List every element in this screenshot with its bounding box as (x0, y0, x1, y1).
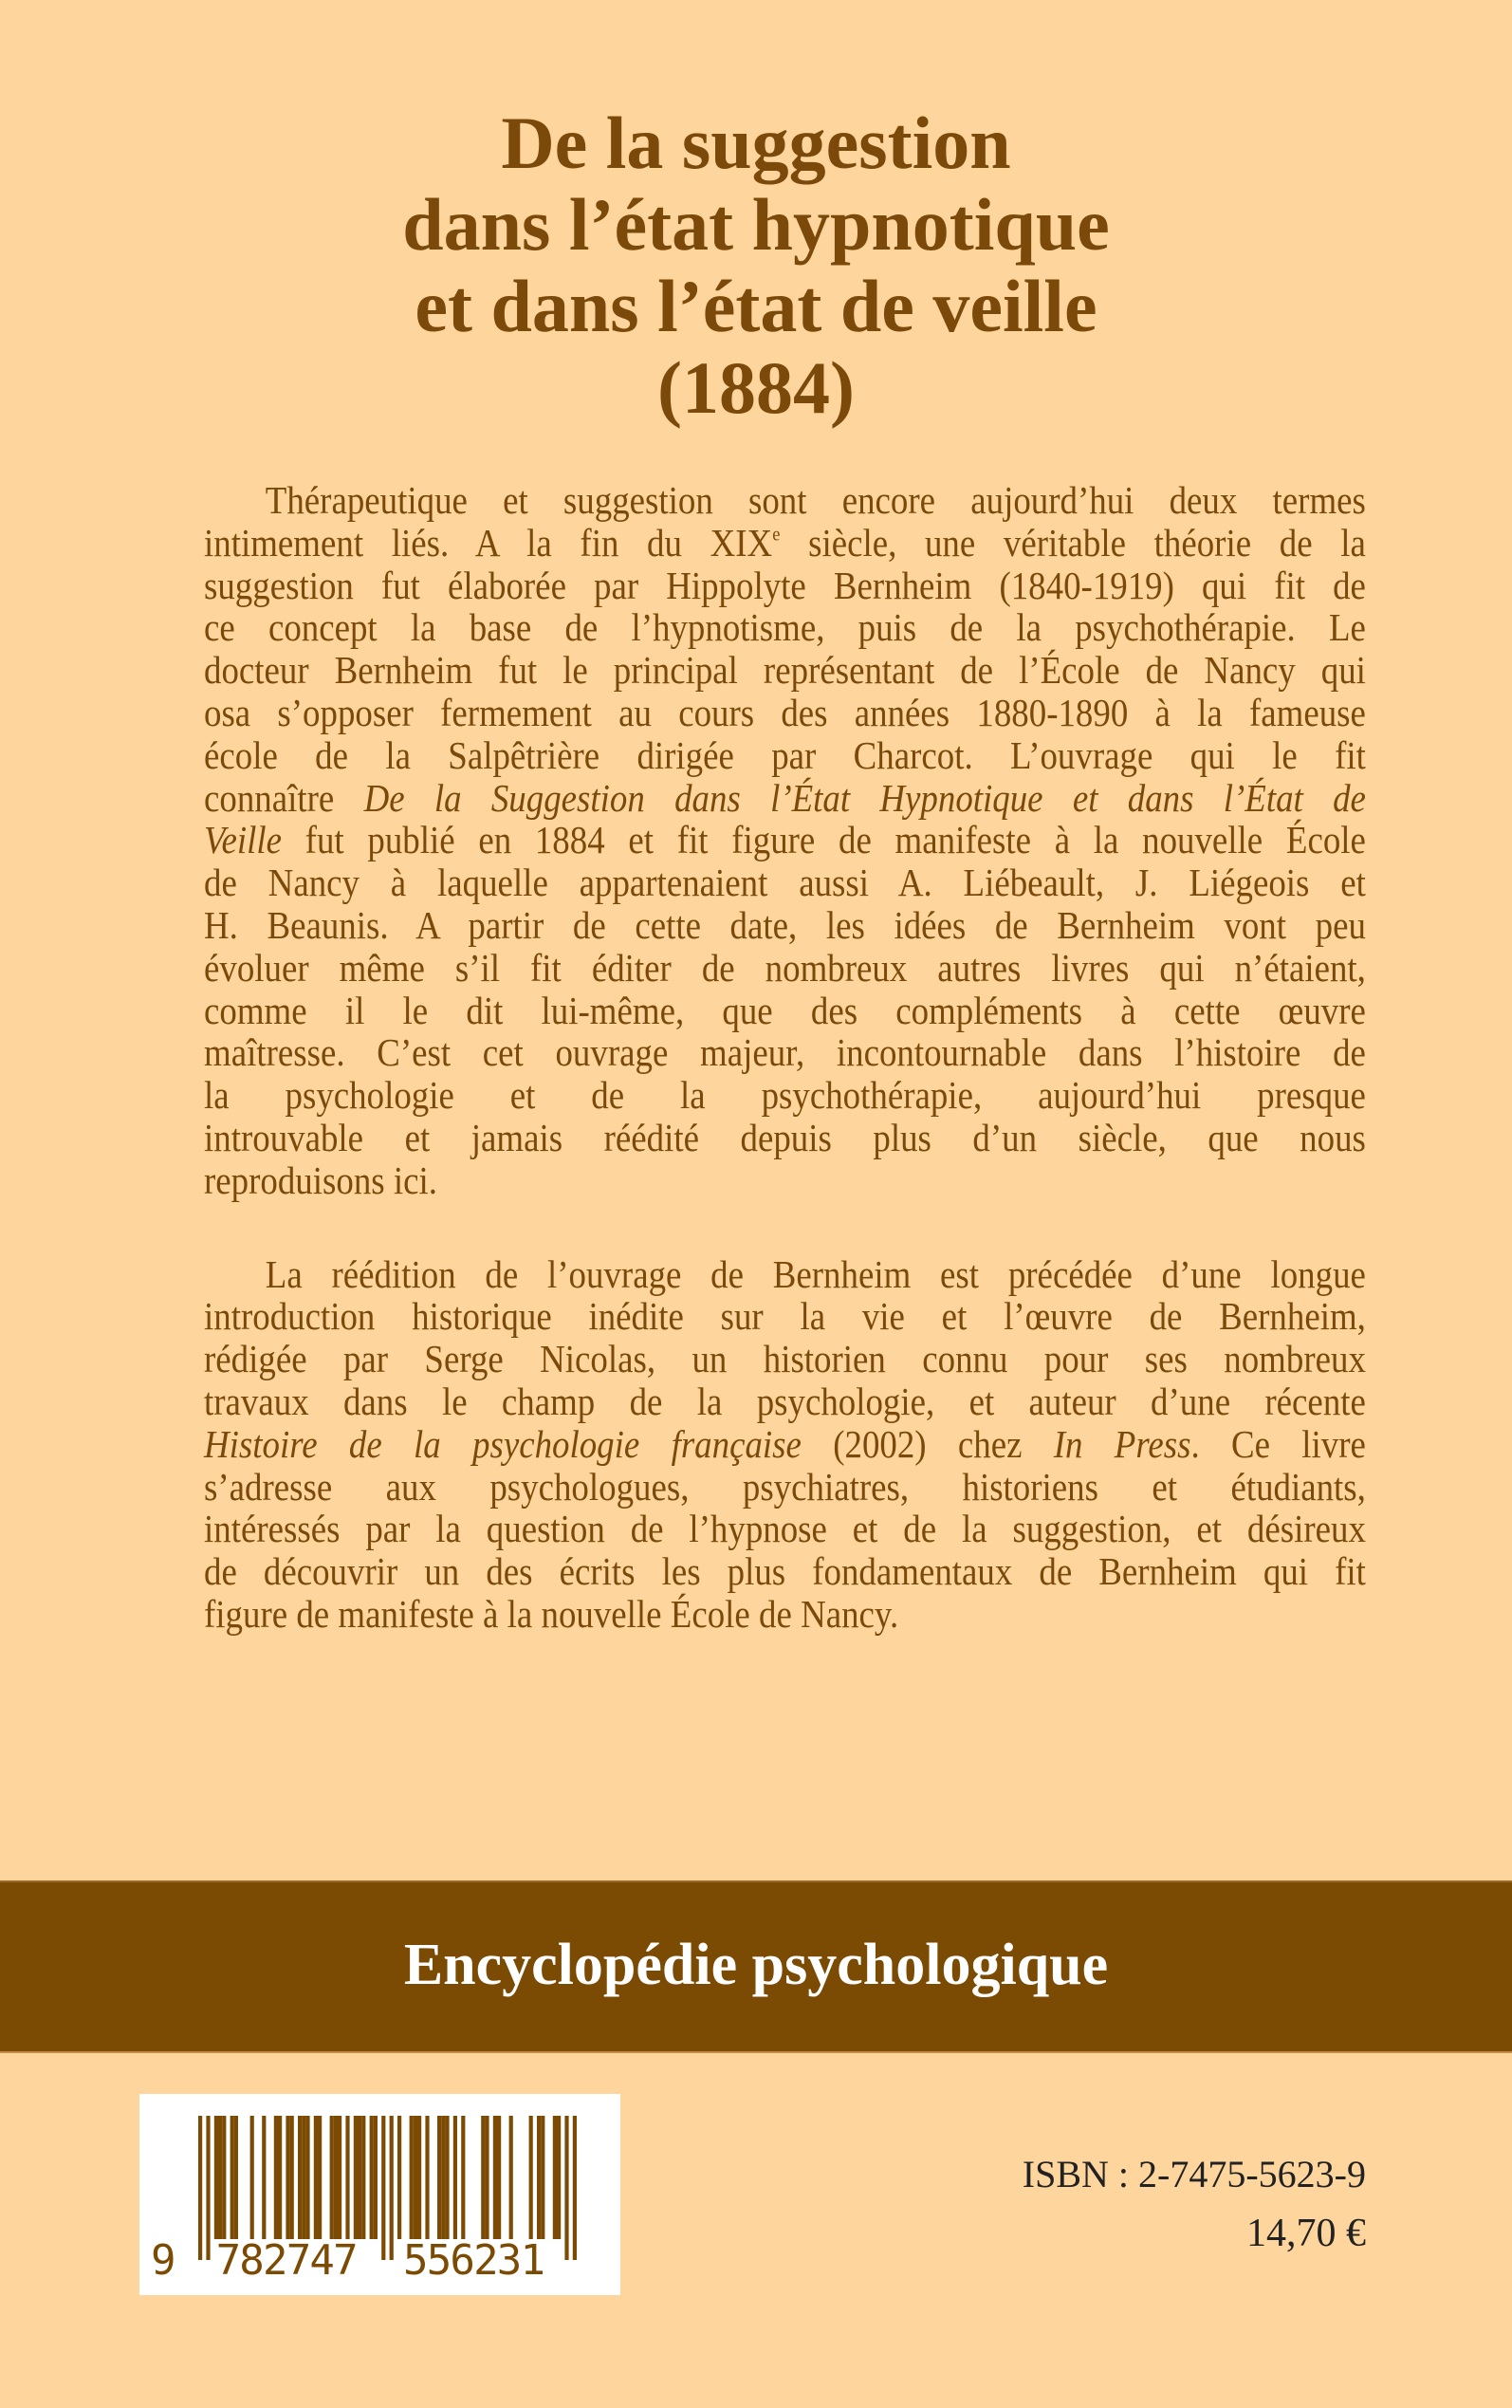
text-segment: de Nancy à laquelle appartenaient aussi A. Liébeault, J. Liégeois et (204, 861, 1366, 905)
barcode-bar (381, 2116, 385, 2260)
barcode-digits: 556231 (403, 2236, 545, 2285)
text-line (204, 1423, 1366, 1466)
paragraph (204, 479, 1366, 1202)
barcode-bar (390, 2116, 394, 2260)
barcode-bar (425, 2116, 429, 2239)
barcode-bar (529, 2116, 533, 2239)
price-label: 14,70 € (1246, 2212, 1366, 2255)
barcode-bar (330, 2116, 334, 2239)
text-line (204, 1295, 1366, 1338)
text-segment: de découvrir un des écrits les plus fondamentaux de Bernheim qui fit (204, 1549, 1366, 1594)
text-line (204, 1550, 1366, 1593)
text-line (204, 1593, 1366, 1636)
text-segment: (2002) chez (801, 1421, 1054, 1466)
text-line (204, 522, 1366, 565)
text-segment: comme il le dit lui-même, que des compléments à cette œuvre (204, 988, 1366, 1032)
barcode-bar (250, 2116, 254, 2239)
barcode-digits: 782747 (215, 2236, 359, 2285)
barcode-bar (553, 2116, 557, 2239)
barcode-bar (497, 2116, 501, 2239)
text-line (204, 1117, 1366, 1159)
barcode-bar (509, 2116, 513, 2239)
title-line: De la suggestion (501, 102, 1011, 184)
text-segment: H. Beaunis. A partir de cette date, les idées de Bernheim vont peu (204, 902, 1366, 947)
title-line: (1884) (657, 346, 855, 429)
barcode-bar (214, 2116, 218, 2239)
barcode-bar (345, 2116, 349, 2239)
paragraph (204, 1253, 1366, 1636)
series-name: Encyclopédie psychologique (403, 1933, 1109, 1997)
barcode-bar (481, 2116, 485, 2239)
text-line (204, 1338, 1366, 1380)
text-line (204, 777, 1366, 820)
text-segment: osa s’opposer fermement au cours des années 1880-1890 à la fameuse (204, 690, 1366, 734)
barcode-bar (374, 2116, 378, 2239)
series-band (0, 1880, 1512, 2053)
barcode-bar (414, 2116, 417, 2239)
barcode-bar (230, 2116, 234, 2239)
text-line (204, 861, 1366, 904)
barcode-bar (397, 2116, 401, 2239)
text-segment: . Ce livre (1190, 1421, 1366, 1466)
text-segment: connaître (204, 775, 364, 820)
barcode-bar (218, 2116, 222, 2239)
text-line (204, 1031, 1366, 1074)
text-line (204, 1253, 1366, 1296)
barcode-bar (278, 2116, 282, 2239)
barcode-digit: 9 (151, 2236, 176, 2285)
superscript: e (772, 524, 781, 546)
text-segment: siècle, une véritable théorie de la (780, 520, 1366, 565)
text-line (204, 819, 1366, 861)
barcode-bar (302, 2116, 305, 2239)
title-line: dans l’état hypnotique (402, 183, 1110, 266)
text-line (204, 649, 1366, 692)
barcode-bar (338, 2116, 341, 2239)
text-segment: reproduisons ici. (204, 1158, 437, 1202)
text-segment: s’adresse aux psychologues, psychiatres, historiens et étudiants, (204, 1464, 1366, 1509)
barcode-bar (537, 2116, 541, 2239)
barcode-bar (493, 2116, 497, 2239)
barcode-bar (541, 2116, 544, 2239)
italic-text: De la Suggestion dans l’État Hypnotique et dans l’État de (363, 775, 1366, 820)
text-line (204, 606, 1366, 649)
text-line (204, 1380, 1366, 1423)
text-line (204, 904, 1366, 947)
text-segment: école de la Salpêtrière dirigée par Charcot. L’ouvrage qui le fit (204, 732, 1366, 777)
text-segment: fut publié en 1884 et fit figure de manifeste à la nouvelle École (281, 818, 1366, 862)
barcode-bar (437, 2116, 441, 2239)
text-segment: maîtresse. C’est cet ouvrage majeur, incontournable dans l’histoire de (204, 1030, 1366, 1075)
italic-text: In Press (1053, 1421, 1191, 1466)
barcode-bar (564, 2116, 568, 2260)
barcode-bar (206, 2116, 210, 2260)
barcode-bar (573, 2116, 577, 2260)
barcode-bar (485, 2116, 489, 2239)
text-line (204, 1466, 1366, 1509)
barcode (139, 2094, 620, 2295)
text-segment: introuvable et jamais réédité depuis plus d’un siècle, que nous (204, 1115, 1366, 1159)
text-segment: figure de manifeste à la nouvelle École de Nancy. (204, 1591, 899, 1636)
italic-text: Histoire de la psychologie française (204, 1421, 802, 1466)
text-line (204, 1508, 1366, 1550)
text-line (204, 565, 1366, 607)
barcode-bar (290, 2116, 294, 2239)
barcode-bar (286, 2116, 289, 2239)
text-line (204, 479, 1366, 522)
text-line (204, 692, 1366, 734)
text-segment: intimement liés. A la fin du XIX (204, 520, 773, 565)
text-line (204, 947, 1366, 990)
barcode-bar (461, 2116, 465, 2239)
barcode-bar (361, 2116, 365, 2239)
text-segment: rédigée par Serge Nicolas, un historien connu pour ses nombreux (204, 1337, 1366, 1381)
text-segment: introduction historique inédite sur la vie et l’œuvre de Bernheim, (204, 1294, 1366, 1339)
text-line (204, 1074, 1366, 1117)
text-segment: ce concept la base de l’hypnotisme, puis de la psychothérapie. Le (204, 605, 1366, 650)
barcode-bar (305, 2116, 309, 2239)
text-line (204, 990, 1366, 1032)
text-segment: docteur Bernheim fut le principal représentant de l’École de Nancy qui (204, 648, 1366, 693)
barcode-bar (354, 2116, 358, 2239)
barcode-bar (262, 2116, 266, 2239)
barcode-bar (298, 2116, 302, 2239)
barcode-bar (445, 2116, 449, 2239)
text-segment: Thérapeutique et suggestion sont encore aujourd’hui deux termes (265, 478, 1366, 522)
barcode-bar (358, 2116, 361, 2239)
text-segment: la psychologie et de la psychothérapie, aujourd’hui presque (204, 1073, 1366, 1118)
barcode-bar (318, 2116, 322, 2239)
text-line (204, 1159, 1366, 1202)
title-line: et dans l’état de veille (415, 265, 1097, 347)
text-segment: suggestion fut élaborée par Hippolyte Bernheim (1840-1919) qui fit de (204, 563, 1366, 607)
blurb-text (204, 479, 1366, 1636)
barcode-bar (453, 2116, 457, 2239)
barcode-bar (410, 2116, 414, 2239)
barcode-bar (441, 2116, 445, 2239)
book-title (0, 102, 1512, 429)
barcode-bar (370, 2116, 374, 2239)
text-segment: La réédition de l’ouvrage de Bernheim est précédée d’une longue (265, 1251, 1366, 1296)
isbn-label: ISBN : 2-7475-5623-9 (1022, 2153, 1366, 2195)
text-segment: évoluer même s’il fit éditer de nombreux autres livres qui n’étaient, (204, 945, 1366, 990)
barcode-bar (234, 2116, 238, 2239)
barcode-bar (334, 2116, 338, 2239)
text-segment: travaux dans le champ de la psychologie, et auteur d’une récente (204, 1379, 1366, 1423)
barcode-icon (139, 2094, 620, 2295)
barcode-bar (274, 2116, 278, 2239)
barcode-bar (417, 2116, 421, 2239)
barcode-bar (222, 2116, 226, 2239)
text-line (204, 734, 1366, 777)
barcode-bar (557, 2116, 561, 2239)
italic-text: Veille (204, 818, 282, 862)
barcode-bar (198, 2116, 202, 2260)
barcode-bar (314, 2116, 318, 2239)
text-segment: intéressés par la question de l’hypnose et de la suggestion, et désireux (204, 1507, 1366, 1551)
